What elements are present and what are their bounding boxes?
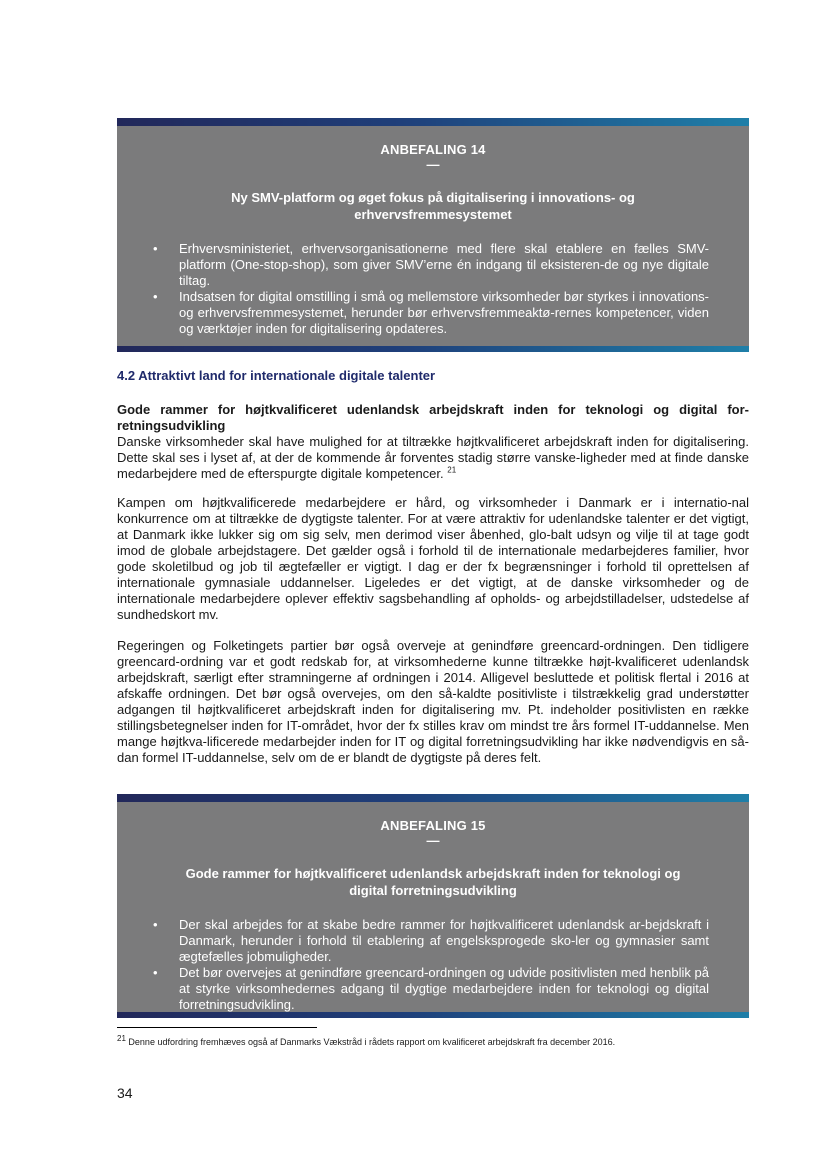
footnote: [117, 1036, 615, 1048]
footnote-reference[interactable]: 21: [447, 465, 457, 475]
footnote-text: Denne udfordring fremhæves også af Danmarks Vækstråd i rådets rapport om kvalificeret arbejdskraft fra december 2016.: [128, 1037, 616, 1047]
list-item: • Det bør overvejes at genindføre greencard-ordningen og udvide positivlisten med henblik på at styrke virksomhedernes adgang til dygtige medarbejdere inden for teknologi og digital forretningsudvikling.: [153, 965, 709, 1012]
box-bottom-bar: [117, 346, 749, 352]
list-item: • Indsatsen for digital omstilling i små og mellemstore virksomheder bør styrkes i innovations- og erhvervsfremmesystemet, herunder bør erhvervsfremmeaktø-rernes kompetencer, viden og værktøjer inden for digitalisering opdateres.: [153, 289, 709, 336]
footnote-number: 21: [117, 1034, 126, 1043]
box-top-bar: [117, 794, 749, 802]
list-item: • Erhvervsministeriet, erhvervsorganisationerne med flere skal etablere en fælles SMV-platform (One-stop-shop), som giver SMV’erne én indgang til eksisteren-de og nye digitale tiltag.: [153, 241, 709, 288]
page-number: 34: [117, 1085, 133, 1101]
recommendation-dash: —: [426, 833, 440, 848]
recommendation-label: ANBEFALING 14: [380, 142, 486, 157]
recommendation-title: Gode rammer for højtkvalificeret udenlandsk arbejdskraft inden for teknologi og digital forretningsudvikling: [185, 866, 681, 898]
box-top-bar: [117, 118, 749, 126]
bullet-icon: •: [153, 241, 158, 256]
box-bottom-bar: [117, 1012, 749, 1018]
paragraph-heading: Gode rammer for højtkvalificeret udenlandsk arbejdskraft inden for teknologi og digital for-retningsudvikling: [117, 402, 749, 433]
bullet-icon: •: [153, 289, 158, 304]
paragraph-text: Danske virksomheder skal have mulighed for at tiltrække højtkvalificeret arbejdskraft inden for digitalisering. Dette skal ses i lyset af, at der de kommende år forventes stadig større vanske-ligheder med at finde danske medarbejdere med de efterspurgte digitale kompetencer.: [117, 434, 749, 481]
recommendation-dash: —: [426, 157, 440, 172]
paragraph-greencard: Regeringen og Folketingets partier bør også overveje at genindføre greencard-ordningen. Den tidligere greencard-ordning var et godt redskab for, at virksomhederne kunne tiltrække højt-kvalificeret udenlandsk arbejdskraft, særligt efter stramningerne af ordningen i 2014. Alligevel besluttede et politisk flertal i 2016 at afskaffe ordningen. Det bør også overvejes, om den så-kaldte positivliste i tilstrækkelig grad understøtter adgangen til højtkvalificeret arbejdskraft inden for digitalisering mv. Pt. indeholder positivlisten en række stillingsbetegnelser inden for IT-området, hvor der fx stilles krav om mindst tre års formel IT-uddannelse. Men mange højtkva-lificerede medarbejder inden for IT og digital forretningsudvikling har ikke nødvendigvis en så-dan formel IT-uddannelse, selv om de er blandt de dygtigste på deres felt.: [117, 638, 749, 765]
recommendation-bullets: [153, 917, 709, 1013]
list-item: • Der skal arbejdes for at skabe bedre rammer for højtkvalificeret udenlandsk ar-bejdskraft i Danmark, herunder i forhold til etablering af engelsksprogede sko-ler og gymnasier samt ægtefælles jobmuligheder.: [153, 917, 709, 964]
recommendation-label: ANBEFALING 15: [380, 818, 486, 833]
recommendation-14-box: [117, 118, 749, 352]
recommendation-title: Ny SMV-platform og øget fokus på digitalisering i innovations- og erhvervsfremmesystemet: [231, 190, 635, 222]
recommendation-15-box: [117, 794, 749, 1018]
paragraph-competition: Kampen om højtkvalificerede medarbejdere er hård, og virksomheder i Danmark er i internatio-nal konkurrence om at tiltrække de dygtigste talenter. For at være attraktiv for udenlandske talenter er det vigtigt, at Danmark ikke lukker sig om sig selv, men derimod viser åbenhed, glo-balt udsyn og vilje til at tage godt imod de globale arbejdstagere. Det gælder også i forhold til de internationale medarbejderes familier, hvor gode skoletilbud og job til ægtefæller er vigtigt. I dag er der fx begrænsninger i forhold til oprettelsen af internationale gymnasiale uddannelser. Ligeledes er det vigtigt, at de danske virksomheder og de internationale medarbejdere oplever effektiv sagsbehandling af opholds- og arbejdstilladelser, udstedelse af sundhedskort mv.: [117, 495, 749, 622]
section-heading: 4.2 Attraktivt land for internationale digitale talenter: [117, 368, 436, 383]
bullet-icon: •: [153, 917, 158, 932]
paragraph-talent-framework: [117, 402, 749, 482]
footnote-divider: [117, 1027, 317, 1028]
recommendation-bullets: [153, 241, 709, 337]
bullet-icon: •: [153, 965, 158, 980]
